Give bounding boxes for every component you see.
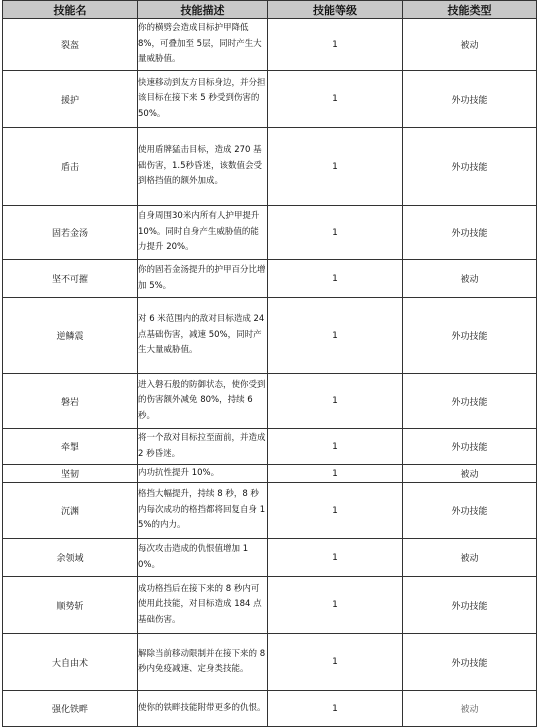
skill-name-cell: 大自由术 [3, 634, 138, 691]
skill-level-cell: 1 [268, 128, 403, 206]
table-row [3, 260, 537, 298]
table-row [3, 691, 537, 727]
table-row [3, 128, 537, 206]
skill-type-cell: 外功技能 [403, 206, 537, 260]
skill-name-cell: 逆鳞震 [3, 298, 138, 374]
table-row [3, 465, 537, 483]
skill-name-cell: 盾击 [3, 128, 138, 206]
table-header-row [3, 1, 537, 19]
skill-table [2, 0, 537, 727]
skill-name-cell: 牵掣 [3, 429, 138, 465]
skill-type-cell: 外功技能 [403, 128, 537, 206]
skill-level-cell: 1 [268, 260, 403, 298]
table-row [3, 206, 537, 260]
skill-level-cell: 1 [268, 429, 403, 465]
skill-description-cell: 快速移动到友方目标身边，并分担该目标在接下来 5 秒受到伤害的 50%。 [138, 71, 268, 128]
table-row [3, 634, 537, 691]
skill-type-cell: 外功技能 [403, 374, 537, 429]
table-row [3, 577, 537, 634]
skill-type-cell: 被动 [403, 260, 537, 298]
skill-level-cell: 1 [268, 539, 403, 577]
skill-level-cell: 1 [268, 465, 403, 483]
skill-name-cell: 固若金汤 [3, 206, 138, 260]
skill-level-cell: 1 [268, 483, 403, 539]
table-row [3, 71, 537, 128]
skill-type-cell: 被动 [403, 691, 537, 727]
skill-description-cell: 自身周围30米内所有人护甲提升 10%。同时自身产生威胁值的能力提升 20%。 [138, 206, 268, 260]
skill-type-cell: 外功技能 [403, 71, 537, 128]
header-skill-description: 技能描述 [138, 1, 268, 19]
skill-level-cell: 1 [268, 634, 403, 691]
table-row [3, 374, 537, 429]
skill-type-cell: 外功技能 [403, 298, 537, 374]
skill-name-cell: 强化铁畔 [3, 691, 138, 727]
table-row [3, 483, 537, 539]
skill-type-cell: 被动 [403, 465, 537, 483]
skill-name-cell: 顺势斩 [3, 577, 138, 634]
skill-description-cell: 进入磐石般的防御状态，使你受到的伤害额外减免 80%，持续 6 秒。 [138, 374, 268, 429]
skill-description-cell: 解除当前移动限制并在接下来的 8 秒内免疫减速、定身类技能。 [138, 634, 268, 691]
skill-name-cell: 磐岩 [3, 374, 138, 429]
skill-name-cell: 坚不可摧 [3, 260, 138, 298]
skill-description-cell: 使用盾牌猛击目标，造成 270 基础伤害，1.5秒昏迷，该数值会受到格挡值的额外加成。 [138, 128, 268, 206]
skill-type-cell: 外功技能 [403, 429, 537, 465]
skill-level-cell: 1 [268, 71, 403, 128]
skill-type-cell: 外功技能 [403, 634, 537, 691]
skill-name-cell: 沉渊 [3, 483, 138, 539]
table-row [3, 19, 537, 71]
skill-level-cell: 1 [268, 577, 403, 634]
skill-level-cell: 1 [268, 374, 403, 429]
skill-description-cell: 对 6 米范围内的敌对目标造成 24 点基础伤害，减速 50%，同时产生大量威胁值。 [138, 298, 268, 374]
skill-name-cell: 援护 [3, 71, 138, 128]
skill-description-cell: 成功格挡后在接下来的 8 秒内可使用此技能，对目标造成 184 点基础伤害。 [138, 577, 268, 634]
skill-name-cell: 裂盔 [3, 19, 138, 71]
table-row [3, 539, 537, 577]
skill-level-cell: 1 [268, 206, 403, 260]
header-skill-level: 技能等级 [268, 1, 403, 19]
skill-type-cell: 外功技能 [403, 483, 537, 539]
skill-type-cell: 被动 [403, 19, 537, 71]
skill-name-cell: 坚韧 [3, 465, 138, 483]
skill-type-cell: 被动 [403, 539, 537, 577]
skill-type-cell: 外功技能 [403, 577, 537, 634]
skill-description-cell: 内功抗性提升 10%。 [138, 465, 268, 483]
skill-level-cell: 1 [268, 691, 403, 727]
skill-description-cell: 你的横劈会造成目标护甲降低 8%，可叠加至 5层，同时产生大量威胁值。 [138, 19, 268, 71]
skill-name-cell: 余领域 [3, 539, 138, 577]
skill-description-cell: 每次攻击造成的仇恨值增加 10%。 [138, 539, 268, 577]
table-row [3, 298, 537, 374]
header-skill-type: 技能类型 [403, 1, 537, 19]
skill-description-cell: 使你的铁畔技能附带更多的仇恨。 [138, 691, 268, 727]
skill-description-cell: 将一个敌对目标拉至面前，并造成 2 秒昏迷。 [138, 429, 268, 465]
skill-level-cell: 1 [268, 19, 403, 71]
table-row [3, 429, 537, 465]
skill-description-cell: 格挡大幅提升，持续 8 秒，8 秒内每次成功的格挡都将回复自身 15%的内力。 [138, 483, 268, 539]
skill-description-cell: 你的固若金汤提升的护甲百分比增加 5%。 [138, 260, 268, 298]
skill-level-cell: 1 [268, 298, 403, 374]
header-skill-name: 技能名 [3, 1, 138, 19]
